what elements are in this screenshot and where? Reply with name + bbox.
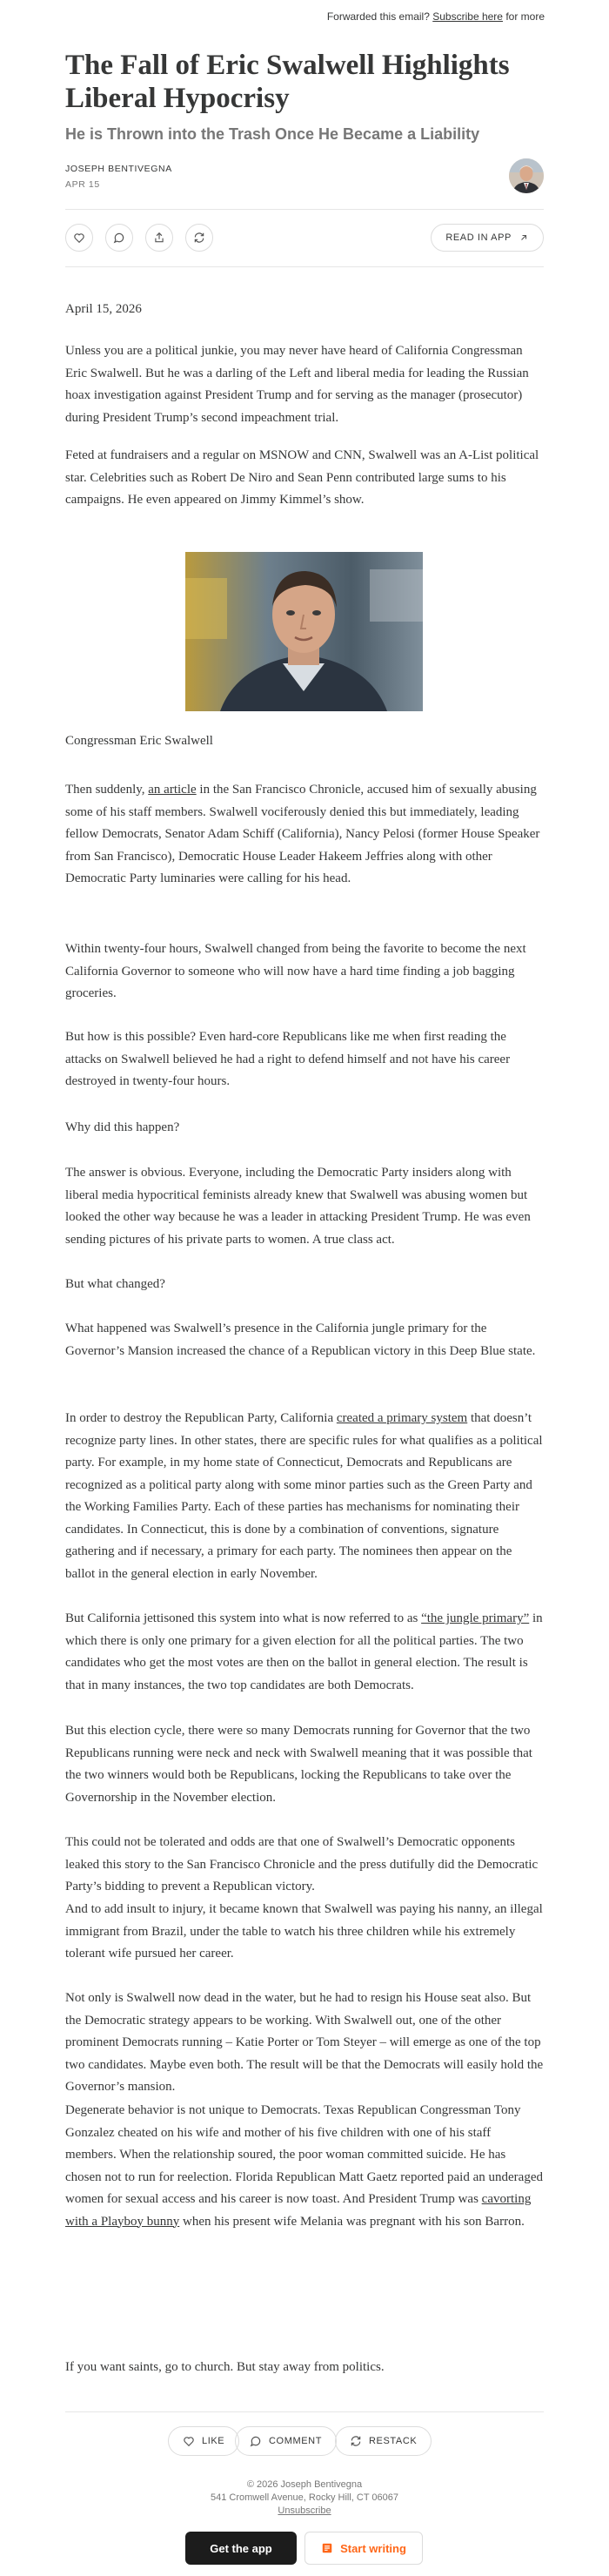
restack-button[interactable] [335, 2426, 432, 2456]
playboy-link[interactable]: cavorting with a Playboy bunny [65, 2192, 532, 2229]
forward-suffix: for more [505, 10, 545, 23]
article-paragraph [65, 779, 544, 891]
article-paragraph: But this election cycle, there were so many Democrats running for Governor that the two Republicans running were neck and neck with Swalwell meaning that it was possible that the two winners would both be Republicans, locking the Republicans to take over the Governorship in the November election. [65, 1724, 532, 1805]
cta-row [65, 2532, 544, 2566]
article-paragraph: Why did this happen? [65, 1120, 180, 1134]
text-run: Degenerate behavior is not unique to Democrats. Texas Republican Congressman Tony Gonzalez cheated on his wife and mother of his five children with one of his staff members. When the relationship soured, the poor woman committed suicide. He has chosen not to run for reelection. Florida Republican Matt Gaetz reported paid an underaged women for sexual access and his career is now toast. And President Trump was [65, 2103, 543, 2206]
byline [65, 162, 544, 197]
jungle-primary-link[interactable]: “the jungle primary” [421, 1611, 530, 1625]
divider [65, 209, 544, 210]
restack-button[interactable] [185, 224, 213, 252]
comment-icon [250, 2435, 262, 2447]
comment-icon [113, 232, 125, 244]
restack-icon [193, 232, 205, 244]
text-run: In order to destroy the Republican Party, California [65, 1411, 337, 1425]
text-run: in which there is only one primary for a given election for all the political parties. The two candidates who get the most votes are then on the ballot in general election. The result is that in many instances, the two top candidates are both Democrats. [65, 1611, 543, 1692]
heart-icon [73, 232, 85, 244]
article-paragraph: Not only is Swalwell now dead in the water, but he had to resign his House seat also. But the Democratic strategy appears to be working. With Swalwell out, one of the other prominent Democrats running – Katie Porter or Tom Steyer – will emerge as one of the top two candidates. Maybe even both. The result will be that the Democrats will easily hold the Governor’s mansion. [65, 1991, 544, 2094]
share-button[interactable] [145, 224, 173, 252]
comment-button[interactable] [105, 224, 133, 252]
post-subtitle: He is Thrown into the Trash Once He Became a Liability [65, 125, 480, 143]
author-name[interactable]: JOSEPH BENTIVEGNA [65, 164, 172, 174]
primary-system-link[interactable]: created a primary system [336, 1411, 468, 1425]
forward-prefix: Forwarded this email? [326, 10, 430, 23]
article-paragraph: What happened was Swalwell’s presence in the California jungle primary for the Governor’s Mansion increased the chance of a Republican victory in this Deep Blue state. [65, 1322, 536, 1358]
text-run: But California jettisoned this system into what is now referred to as [65, 1611, 422, 1625]
article-paragraph: But what changed? [65, 1277, 165, 1291]
text-run: Then suddenly, [65, 783, 149, 797]
restack-icon [350, 2435, 362, 2447]
footer-actions [65, 2426, 544, 2458]
forward-banner [327, 10, 545, 23]
author-avatar[interactable] [509, 158, 544, 193]
article-dateline: April 15, 2026 [65, 302, 142, 316]
article-paragraph [65, 1608, 544, 1697]
article-link[interactable]: an article [148, 783, 197, 797]
mailing-address: 541 Cromwell Avenue, Rocky Hill, CT 06067 [210, 2492, 399, 2503]
text-run: when his present wife Melania was pregnant with his son Barron. [179, 2214, 525, 2229]
article-paragraph: Within twenty-four hours, Swalwell changed from being the favorite to become the next California Governor to someone who will now have a hard time finding a job bagging groceries. [65, 942, 526, 1000]
comment-label: COMMENT [269, 2436, 323, 2446]
get-the-app-button[interactable]: Get the app [185, 2532, 297, 2565]
article-paragraph: Unless you are a political junkie, you may never have heard of California Congressman Eric Swalwell. But he was a darling of the Left and liberal media for leading the Russian hoax investigation against President Trump and for serving as the manager (prosecutor) during President Trump’s second impeachment trial. [65, 344, 529, 425]
subscribe-link[interactable]: Subscribe here [432, 10, 503, 23]
article-paragraph: And to add insult to injury, it became known that Swalwell was paying his nanny, an illegal immigrant from Brazil, under the table to watch his three children while his extremely tolerant wife pursued her career. [65, 1902, 543, 1961]
article-paragraph [65, 2100, 544, 2233]
share-icon [153, 232, 165, 244]
article-paragraph [65, 1408, 544, 1585]
like-label: LIKE [202, 2436, 225, 2446]
article-paragraph: If you want saints, go to church. But stay away from politics. [65, 2360, 385, 2374]
arrow-up-right-icon [519, 232, 529, 243]
start-writing-button[interactable] [304, 2532, 423, 2565]
start-writing-label: Start writing [340, 2541, 406, 2555]
photo-caption: Congressman Eric Swalwell [65, 734, 213, 748]
divider [65, 2411, 544, 2412]
heart-icon [183, 2435, 195, 2447]
read-in-app-button[interactable] [431, 224, 544, 252]
article-paragraph: The answer is obvious. Everyone, including the Democratic Party insiders along with liberal media hypocritical feminists already knew that Swalwell was abusing women but looked the other way because he was a leader in attacking President Trump. He was even sending pictures of his private parts to women. A true class act. [65, 1166, 531, 1247]
post-date: APR 15 [65, 179, 100, 190]
comment-button[interactable] [235, 2426, 337, 2456]
post-actions [65, 224, 544, 253]
like-button[interactable] [168, 2426, 239, 2456]
text-run: in the San Francisco Chronicle, accused him of sexually abusing some of his staff members. Swalwell vociferously denied this but immediately, leading fellow Democrats, Senator Adam Schiff (California), Nancy Pelosi (former House Speaker from San Francisco), Democratic House Leader Hakeem Jeffries along with other Democratic Party luminaries were calling for his head. [65, 783, 540, 885]
text-run: that doesn’t recognize party lines. In other states, there are specific rules for what qualifies as a political party. For example, in my home state of Connecticut, Democrats and Republicans are recognized as a political party along with some minor parties such as the Green Party and the Working Families Party. Each of these parties has mechanisms for nominating their candidates. In Connecticut, this is done by a combination of conventions, signature gathering and if necessary, a primary for each party. The nominees then appear on the ballot in the general election in early November. [65, 1411, 543, 1581]
like-button[interactable] [65, 224, 93, 252]
read-in-app-label: READ IN APP [445, 232, 512, 243]
restack-label: RESTACK [369, 2436, 418, 2446]
article-paragraph: But how is this possible? Even hard-core Republicans like me when first reading the attacks on Swalwell believed he had a right to defend himself and not have his career destroyed in twenty-four hours. [65, 1030, 511, 1088]
post-title[interactable]: The Fall of Eric Swalwell Highlights Liberal Hypocrisy [65, 50, 510, 114]
article-paragraph: Feted at fundraisers and a regular on MSNOW and CNN, Swalwell was an A-List political star. Celebrities such as Robert De Niro and Sean Penn contributed large sums to his campaigns. He even appeared on Jimmy Kimmel’s show. [65, 448, 539, 507]
article-paragraph: This could not be tolerated and odds are that one of Swalwell’s Democratic opponents leaked this story to the San Francisco Chronicle and the press dutifully did the Democratic Party’s bidding to prevent a Republican victory. [65, 1835, 539, 1893]
article-photo[interactable] [185, 552, 423, 711]
divider [65, 266, 544, 267]
unsubscribe-link[interactable]: Unsubscribe [278, 2505, 331, 2516]
copyright: © 2026 Joseph Bentivegna [246, 2479, 363, 2490]
edit-icon [321, 2542, 333, 2554]
